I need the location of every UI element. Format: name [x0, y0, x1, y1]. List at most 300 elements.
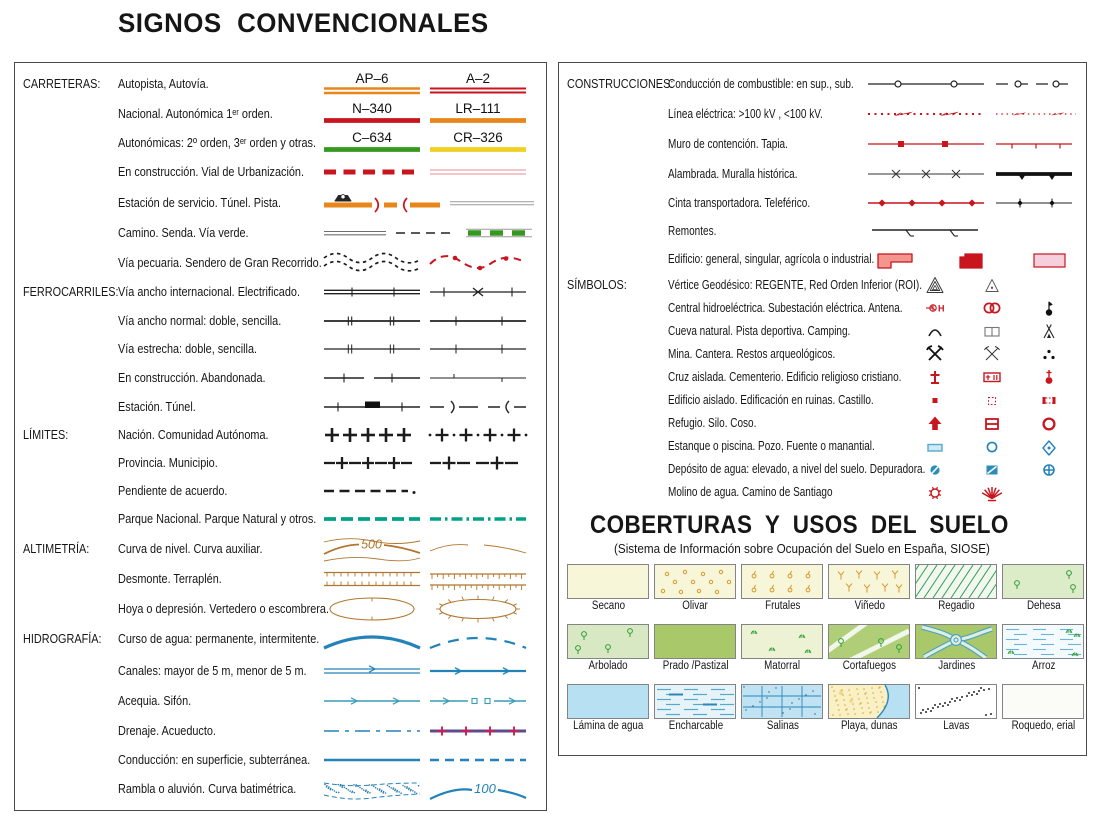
legend-row	[23, 277, 538, 306]
section-label	[23, 484, 118, 498]
road-c634-symbol	[322, 129, 422, 157]
land-use-cell	[654, 624, 736, 672]
row-description	[118, 632, 322, 646]
land-use-cell	[741, 624, 823, 672]
row-description-text: Curso de agua: permanente, intermitente.	[118, 632, 320, 646]
left-legend-panel	[14, 62, 547, 811]
right-legend-panel	[558, 62, 1087, 756]
row-description-text: Acequia. Sifón.	[118, 694, 192, 708]
row-symbols	[322, 158, 538, 186]
land-use-cell	[915, 564, 997, 612]
hoya-depresion-symbol	[322, 595, 422, 623]
camping-symbol	[1020, 321, 1077, 341]
land-use-cell	[654, 564, 736, 612]
section-label	[567, 347, 668, 361]
land-use-cell	[567, 684, 649, 732]
row-description-text: Línea eléctrica: >100 kV , <100 kV.	[668, 107, 823, 121]
row-description-text: Vía ancho normal: doble, sencilla.	[118, 313, 282, 328]
row-symbols	[322, 746, 538, 774]
row-description-text: Canales: mayor de 5 m, menor de 5 m.	[118, 663, 307, 678]
section-label	[23, 400, 118, 414]
senda-symbol	[394, 219, 458, 247]
legend-row	[23, 421, 538, 449]
row-symbols	[322, 477, 538, 505]
muralla-symbol	[994, 160, 1074, 188]
row-symbols	[322, 565, 538, 593]
road-construction-symbol	[322, 158, 422, 186]
row-description	[118, 136, 322, 150]
row-description	[118, 285, 322, 299]
row-description	[668, 77, 866, 91]
row-symbols	[322, 129, 538, 157]
section-label	[567, 224, 668, 238]
track-pista-symbol	[448, 189, 536, 217]
row-description	[668, 393, 906, 407]
land-use-label-text: Prado /Pastizal	[662, 660, 729, 672]
row-description-text: Conducción de combustible: en sup., sub.	[668, 77, 854, 91]
muro-contencion-symbol	[866, 130, 986, 158]
row-description	[118, 512, 322, 526]
row-description	[118, 342, 322, 356]
land-use-cell	[915, 624, 997, 672]
matorral-swatch	[741, 624, 823, 659]
sifon-symbol	[428, 687, 528, 715]
row-glyphs	[906, 298, 1078, 318]
row-description-text: Central hidroeléctrica. Subestación eléctrica. Antena.	[668, 300, 903, 315]
legend-row	[23, 746, 538, 774]
svg-text:CR–326: CR–326	[453, 129, 503, 145]
section-label-text: CARRETERAS:	[23, 77, 101, 91]
ruined-building-symbol	[963, 390, 1020, 410]
row-description	[118, 484, 322, 498]
row-symbols	[322, 535, 538, 563]
land-use-label	[915, 600, 997, 612]
row-description-text: Desmonte. Terraplén.	[118, 572, 222, 586]
row-glyphs	[906, 275, 1078, 295]
camino-symbol	[322, 219, 388, 247]
via-verde-symbol	[464, 219, 534, 247]
land-use-label-text: Lavas	[943, 720, 970, 732]
legend-row	[23, 533, 538, 564]
section-label	[23, 753, 118, 767]
contour-level-symbol	[322, 535, 422, 563]
rail-tunnel-symbol	[428, 393, 528, 421]
row-description	[668, 107, 866, 121]
water-permanent-symbol	[322, 625, 422, 653]
land-use-label	[828, 660, 910, 672]
row-symbols	[866, 160, 1078, 188]
cemetery-symbol	[963, 367, 1020, 387]
roquedo-swatch	[1002, 684, 1084, 719]
row-symbols	[322, 687, 538, 715]
land-use-label	[741, 720, 823, 732]
land-use-subtitle: (Sistema de Información sobre Ocupación del Suelo en España, SIOSE)	[613, 541, 990, 556]
legend-row	[23, 392, 538, 421]
mine-symbol	[906, 344, 963, 364]
land-use-label-text: Salinas	[766, 720, 799, 732]
row-symbols	[322, 278, 538, 306]
row-description-text: Provincia. Municipio.	[118, 456, 218, 470]
section-label-text: HIDROGRAFÍA:	[23, 632, 102, 646]
row-description-text: Estación. Túnel.	[118, 399, 196, 414]
legend-row	[23, 655, 538, 686]
rail-electrified-symbol	[428, 278, 528, 306]
row-description-text: Molino de agua. Camino de Santiago	[668, 484, 833, 499]
land-use-label	[741, 600, 823, 612]
row-symbols	[866, 189, 1078, 217]
land-use-label	[828, 720, 910, 732]
section-label	[23, 226, 118, 240]
row-description-text: Vértice Geodésico: REGENTE, Red Orden Inferior (ROI).	[668, 277, 922, 292]
row-description-text: Estación de servicio. Túnel. Pista.	[118, 195, 282, 210]
land-use-label	[915, 720, 997, 732]
legend-row	[23, 363, 538, 392]
row-description	[118, 456, 322, 470]
legend-row	[23, 686, 538, 716]
section-label	[567, 462, 668, 476]
santiago-shell-symbol	[963, 482, 1020, 502]
row-description-text: Remontes.	[668, 223, 717, 238]
section-label	[23, 136, 118, 150]
land-use-label	[828, 600, 910, 612]
section-label	[23, 632, 118, 646]
geodesic-roi-symbol	[963, 275, 1020, 295]
rail-narrow-single-symbol	[428, 335, 528, 363]
land-use-cell	[828, 624, 910, 672]
fuel-surface-symbol	[866, 70, 986, 98]
legend-row	[567, 388, 1078, 411]
legend-row	[567, 69, 1078, 99]
via-pecuaria-symbol	[322, 249, 422, 277]
row-symbols	[322, 421, 538, 449]
section-label	[23, 724, 118, 738]
section-label	[567, 370, 668, 384]
svg-text:AP–6: AP–6	[355, 71, 389, 86]
row-description	[118, 256, 322, 270]
castle-symbol	[1020, 390, 1077, 410]
road-cr326-symbol	[428, 129, 528, 157]
row-glyphs	[906, 482, 1078, 502]
row-description	[118, 724, 322, 738]
legend-row	[567, 129, 1078, 159]
svg-text:N–340: N–340	[352, 100, 392, 116]
right-panel-rows	[567, 69, 1078, 503]
land-use-label-text: Frutales	[764, 600, 801, 612]
land-use-label-text: Arbolado	[588, 660, 628, 672]
row-description-text: En construcción. Vial de Urbanización.	[118, 165, 304, 179]
row-glyphs	[906, 459, 1078, 479]
legend-row	[567, 365, 1078, 388]
row-description	[668, 416, 906, 430]
limit-province-symbol	[322, 449, 422, 477]
legend-row	[567, 411, 1078, 434]
water-intermittent-symbol	[428, 625, 528, 653]
legend-row	[23, 157, 538, 187]
row-symbols	[322, 70, 538, 98]
row-symbols	[322, 335, 538, 363]
land-use-cell	[567, 624, 649, 672]
prado-swatch	[654, 624, 736, 659]
row-description	[118, 77, 322, 91]
land-use-cell	[1002, 684, 1084, 732]
power-low-symbol	[994, 100, 1078, 128]
road-n340-symbol	[322, 100, 422, 128]
legend-row	[23, 594, 538, 623]
dehesa-swatch	[1002, 564, 1084, 599]
land-use-label	[1002, 660, 1084, 672]
frutales-swatch	[741, 564, 823, 599]
christian-religious-building-symbol	[1020, 367, 1077, 387]
row-description	[668, 301, 906, 315]
desmonte-symbol	[322, 565, 422, 593]
land-use-label-text: Cortafuegos	[842, 660, 897, 672]
legend-row	[567, 457, 1078, 480]
row-symbols	[866, 100, 1078, 128]
arbolado-swatch	[567, 624, 649, 659]
legend-row	[23, 248, 538, 277]
row-description-text: Edificio aislado. Edificación en ruinas. Castillo.	[668, 392, 874, 407]
row-symbols	[322, 775, 538, 803]
section-label	[23, 694, 118, 708]
sports-court-symbol	[963, 321, 1020, 341]
land-use-label-text: Arroz	[1031, 660, 1056, 672]
row-description	[668, 347, 906, 361]
land-use-label	[654, 720, 736, 732]
cinta-symbol	[866, 189, 986, 217]
salinas-swatch	[741, 684, 823, 719]
land-use-label-text: Lámina de agua	[573, 720, 644, 732]
row-description-text: Nación. Comunidad Autónoma.	[118, 428, 269, 442]
row-glyphs	[906, 321, 1078, 341]
row-glyphs	[906, 390, 1078, 410]
row-description-text: Autonómicas: 2º orden, 3ᵉʳ orden y otras.	[118, 135, 317, 150]
land-use-label-text: Olivar	[682, 600, 709, 612]
section-label-text: ALTIMETRÍA:	[23, 541, 90, 556]
row-symbols	[322, 189, 538, 217]
row-description-text: Hoya o depresión. Vertedero o escombrera.	[118, 601, 329, 616]
jardines-swatch	[915, 624, 997, 659]
legend-row	[23, 99, 538, 128]
silo-symbol	[963, 413, 1020, 433]
left-panel-rows	[23, 69, 538, 804]
row-description	[668, 370, 906, 384]
legend-row	[23, 128, 538, 157]
acueducto-symbol	[428, 717, 528, 745]
building-general-symbol	[866, 245, 926, 273]
land-use-cell	[741, 564, 823, 612]
legend-row	[23, 218, 538, 248]
row-symbols	[322, 595, 538, 623]
row-description-text: Mina. Cantera. Restos arqueológicos.	[668, 346, 836, 361]
row-symbols	[322, 657, 538, 685]
row-description-text: Edificio: general, singular, agrícola o industrial.	[668, 251, 875, 266]
legend-row	[23, 477, 538, 505]
legend-row	[23, 774, 538, 804]
page-title: SIGNOS CONVENCIONALES	[118, 8, 489, 38]
section-label	[23, 371, 118, 385]
rail-station-symbol	[322, 393, 422, 421]
row-description	[118, 572, 322, 586]
section-label	[23, 285, 118, 299]
section-label	[567, 252, 668, 266]
row-description	[118, 782, 322, 796]
playa-swatch	[828, 684, 910, 719]
limit-nation-symbol	[322, 421, 422, 449]
section-label-text: FERROCARRILES:	[23, 284, 119, 299]
acequia-symbol	[322, 687, 422, 715]
svg-text:500: 500	[361, 537, 382, 551]
legend-row	[567, 480, 1078, 503]
row-description	[118, 601, 329, 616]
cortafuegos-swatch	[828, 624, 910, 659]
encharcable-swatch	[654, 684, 736, 719]
vertedero-symbol	[428, 595, 528, 623]
isolated-cross-symbol	[906, 367, 963, 387]
row-description	[668, 167, 866, 181]
row-description	[668, 224, 866, 238]
row-description	[118, 542, 322, 556]
rail-narrow-double-symbol	[322, 335, 422, 363]
land-use-label-text: Roquedo, erial	[1011, 720, 1076, 732]
row-symbols	[322, 307, 538, 335]
limit-autonomous-symbol	[428, 421, 528, 449]
row-description-text: Refugio. Silo. Coso.	[668, 415, 757, 430]
row-glyphs	[906, 436, 1078, 456]
legend-row	[567, 273, 1078, 296]
limit-municipality-symbol	[428, 449, 528, 477]
row-description	[118, 664, 322, 678]
svg-text:LR–111: LR–111	[455, 100, 501, 116]
row-description	[118, 165, 322, 179]
cave-symbol	[906, 321, 963, 341]
row-symbols	[322, 100, 538, 128]
section-label	[23, 664, 118, 678]
lamina-swatch	[567, 684, 649, 719]
row-description-text: Parque Nacional. Parque Natural y otros.	[118, 512, 317, 526]
lavas-swatch	[915, 684, 997, 719]
row-symbols	[322, 717, 538, 745]
land-use-label-text: Dehesa	[1026, 600, 1061, 612]
building-agricultural-symbol	[1022, 245, 1078, 273]
section-label	[23, 512, 118, 526]
drenaje-symbol	[322, 717, 422, 745]
water-tank-ground-symbol	[963, 459, 1020, 479]
section-label	[23, 196, 118, 210]
section-label	[567, 167, 668, 181]
row-description-text: Autopista, Autovía.	[118, 77, 209, 91]
regadio-swatch	[915, 564, 997, 599]
svg-text:100: 100	[474, 781, 496, 796]
canal-major-symbol	[322, 657, 422, 685]
row-description-text: Vía ancho internacional. Electrificado.	[118, 284, 300, 299]
rail-normal-double-symbol	[322, 307, 422, 335]
watermill-symbol	[906, 482, 963, 502]
row-description	[118, 314, 322, 328]
land-use-label	[915, 660, 997, 672]
legend-row	[23, 505, 538, 533]
section-label	[567, 485, 668, 499]
road-ap6-symbol	[322, 70, 422, 98]
legend-row	[23, 449, 538, 477]
section-label	[23, 342, 118, 356]
land-use-label	[654, 660, 736, 672]
svg-text:A–2: A–2	[465, 71, 491, 86]
row-description	[668, 137, 866, 151]
section-label	[23, 428, 118, 442]
row-description-text: Estanque o piscina. Pozo. Fuente o manantial.	[668, 438, 875, 453]
row-glyphs	[906, 344, 1078, 364]
sendero-gr-symbol	[428, 249, 528, 277]
terraplen-symbol	[428, 565, 528, 593]
substation-symbol	[963, 298, 1020, 318]
row-description-text: Cueva natural. Pista deportiva. Camping.	[668, 323, 851, 338]
section-label	[23, 456, 118, 470]
section-label	[567, 107, 668, 121]
row-description	[668, 251, 875, 266]
land-use-label	[741, 660, 823, 672]
rambla-symbol	[322, 775, 422, 803]
svg-text:H: H	[937, 303, 944, 313]
spring-symbol	[1020, 436, 1077, 456]
legend-row	[23, 564, 538, 594]
row-description	[118, 428, 322, 442]
land-use-label-text: Playa, dunas	[841, 720, 898, 732]
row-symbols	[866, 130, 1078, 158]
section-label	[567, 439, 668, 453]
row-symbols	[322, 505, 538, 533]
land-use-cell	[1002, 564, 1084, 612]
canal-minor-symbol	[428, 657, 528, 685]
row-description	[668, 461, 926, 476]
row-glyphs	[906, 367, 1078, 387]
svg-text:C–634: C–634	[352, 129, 392, 145]
land-use-label-text: Jardines	[938, 660, 975, 672]
rail-construction-symbol	[322, 364, 422, 392]
section-label	[23, 314, 118, 328]
quarry-symbol	[963, 344, 1020, 364]
row-description	[118, 226, 322, 240]
section-label-text: CONSTRUCCIONES:	[567, 77, 674, 91]
row-description	[118, 753, 322, 767]
olivar-swatch	[654, 564, 736, 599]
row-symbols	[322, 219, 538, 247]
arroz-swatch	[1002, 624, 1084, 659]
section-label-text: LÍMITES:	[23, 428, 69, 442]
section-label	[567, 278, 668, 292]
land-use-label	[1002, 720, 1084, 732]
row-symbols	[322, 625, 538, 653]
row-symbols	[866, 245, 1078, 273]
section-label	[23, 256, 118, 270]
section-label	[23, 77, 118, 91]
secano-swatch	[567, 564, 649, 599]
land-use-label	[567, 720, 649, 732]
conduction-underground-symbol	[428, 746, 528, 774]
section-label-text: SÍMBOLOS:	[567, 277, 627, 292]
section-label	[23, 602, 118, 616]
row-description	[118, 694, 322, 708]
legend-row	[23, 306, 538, 335]
land-use-title: COBERTURAS Y USOS DEL SUELO	[589, 511, 1009, 539]
legend-row	[567, 188, 1078, 217]
section-label	[567, 196, 668, 210]
land-use-cell	[654, 684, 736, 732]
park-national-symbol	[322, 505, 422, 533]
conduction-surface-symbol	[322, 746, 422, 774]
row-description-text: Pendiente de acuerdo.	[118, 484, 228, 498]
road-urbanization-symbol	[428, 158, 528, 186]
archaeological-remains-symbol	[1020, 344, 1077, 364]
